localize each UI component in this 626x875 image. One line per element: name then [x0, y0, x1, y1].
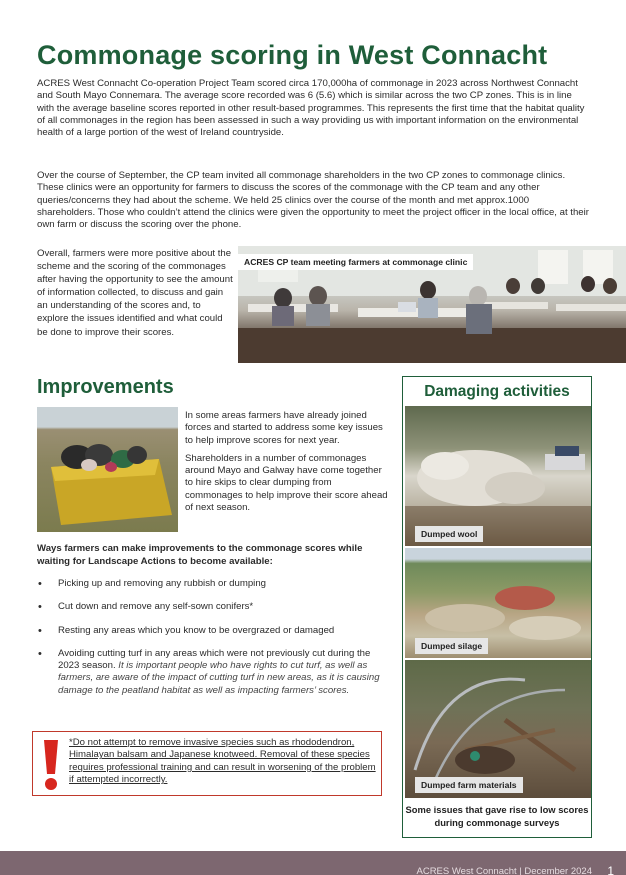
dumped-wool-caption: Dumped wool: [415, 526, 483, 542]
list-item-note: It is important people who have rights to cut turf, as well as farmers, are aware of the impact of cutting turf in new areas, as it is causing damage to the peatland habitat as well as impacting farmers’ scores.: [58, 660, 380, 696]
list-item-text: Cut down and remove any self-sown conifers*: [58, 601, 254, 613]
dumped-silage-photo: [405, 548, 591, 658]
skip-illustration: [37, 407, 178, 532]
list-item-text: Picking up and removing any rubbish or dumping: [58, 578, 266, 589]
dumped-farm-materials-photo: [405, 660, 591, 798]
list-item: [37, 578, 382, 590]
bullet-icon: •: [38, 624, 42, 637]
list-item-text: Resting any areas which you know to be overgrazed or damaged: [58, 624, 335, 636]
improvements-text: [185, 410, 390, 520]
damaging-activities-caption: Some issues that gave rise to low scores during commonage surveys: [405, 804, 589, 828]
invasive-species-warning: [32, 731, 382, 796]
list-item-text: Avoiding cutting turf in any areas which were not previously cut during the 2023 season.: [58, 647, 371, 672]
damaging-activities-heading: Damaging activities: [424, 383, 570, 400]
improvement-list: [37, 578, 382, 708]
intro-paragraph: ACRES West Connacht Co-operation Project Team scored circa 170,000ha of commonage in 2023 across Northwest Connacht and South Mayo Connemara. The average score recorded was 6 (5.6) which is similar across the two CP zones. This is in line with the average baseline scores reported in other result-based programmes. This represents the first time that the habitat quality of all commonages in the region has been assessed in such a way providing us with important information on the environmental health of a large portion of the west of Ireland countryside.: [37, 78, 585, 139]
damaging-activities-panel: [402, 376, 592, 838]
bullet-icon: •: [38, 578, 42, 590]
overall-paragraph: Overall, farmers were more positive about the scheme and the scoring of the commonages after having the opportunity to see the amount of information collected, to discuss and gain an understanding of the scores and, to explore the issues identified and what could be done to improve their scores.: [37, 248, 233, 338]
dumped-silage-caption: Dumped silage: [415, 638, 488, 654]
footer-text: ACRES West Connacht | December 2024: [416, 866, 592, 875]
meeting-photo-caption: ACRES CP team meeting farmers at commonage clinic: [238, 254, 473, 270]
list-item: [37, 601, 382, 613]
list-item: [37, 648, 382, 697]
dumped-wool-illustration: [405, 406, 591, 546]
bullet-icon: •: [38, 647, 42, 660]
clinics-paragraph: Over the course of September, the CP team invited all commonage shareholders in the two CP zones to commonage clinics. These clinics were an opportunity for farmers to discuss the scores of the commonage with the CP team and any other queries/concerns they had about the scheme. We held 25 clinics over the course of the month and met approx.1000 shareholders. Those who couldn’t attend the clinics were given the opportunity to meet the project officer in the local office, at their own farm or discuss the scoring over the phone.: [37, 170, 589, 231]
skip-photo: [37, 407, 178, 532]
bullet-icon: •: [38, 601, 42, 614]
dumped-farm-materials-caption: Dumped farm materials: [415, 777, 523, 793]
page-number: 1: [607, 864, 614, 875]
page-title: Commonage scoring in West Connacht: [37, 40, 548, 70]
ways-heading: Ways farmers can make improvements to the commonage scores while waiting for Landscape Actions to become available:: [37, 543, 363, 567]
improvements-text-1: In some areas farmers have already joined forces and started to address some key issues to help improve scores for next year.: [185, 410, 383, 446]
exclamation-icon: [41, 738, 61, 792]
improvements-text-2: Shareholders in a number of commonages around Mayo and Galway have come together to hire skips to clear dumping from commonages to help improve their score ahead of next season.: [185, 452, 388, 514]
warning-text: *Do not attempt to remove invasive species such as rhododendron, Himalayan balsam and Japanese knotweed. Removal of these species requires professional training and can result in worsening of the problem if attempted incorrectly.: [69, 737, 376, 786]
list-item: [37, 625, 382, 637]
dumped-wool-photo: [405, 406, 591, 546]
improvements-heading: Improvements: [37, 376, 174, 398]
meeting-photo: [238, 246, 626, 363]
